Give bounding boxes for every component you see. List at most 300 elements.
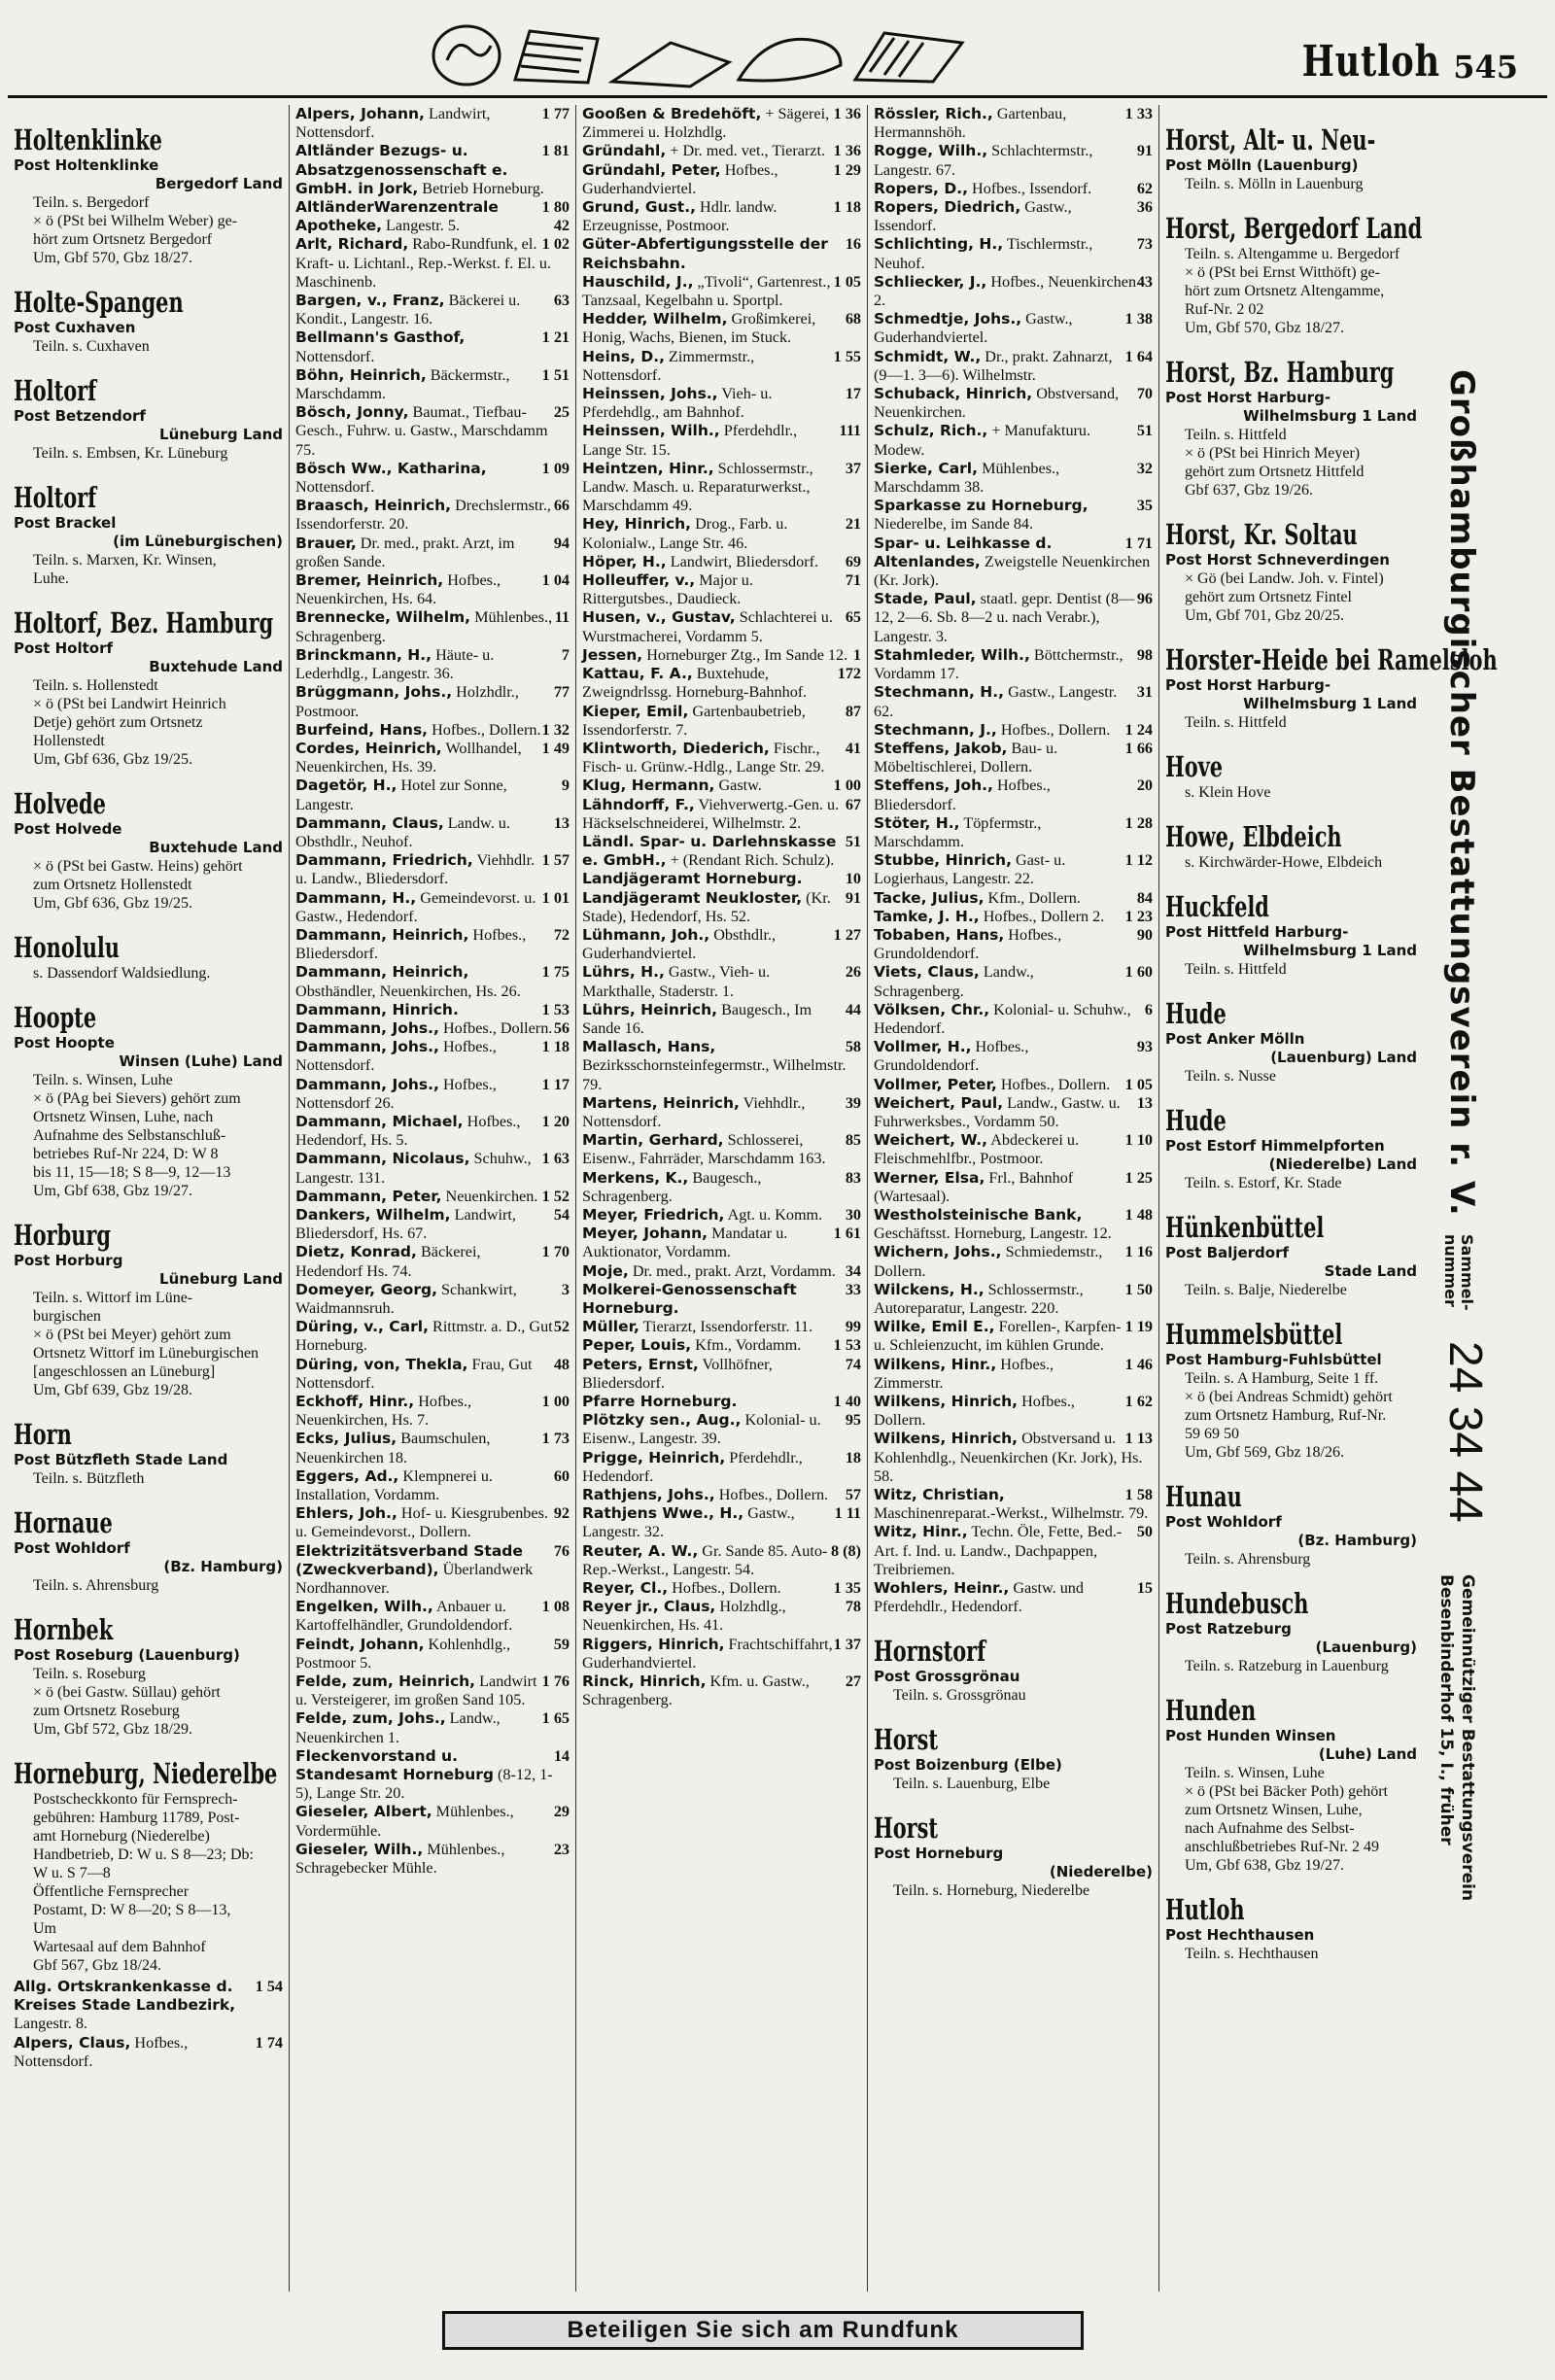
place-name: Horst, Bz. Hamburg	[1165, 356, 1395, 389]
subscriber-entry	[295, 1803, 570, 1840]
column-1	[8, 105, 290, 2292]
phone-number: 83	[845, 1168, 861, 1187]
subscriber-detail: Gartenbaubetrieb, Issendorferstr. 7.	[582, 702, 806, 739]
subscriber-detail: Kolonial- u. Schuhw., Hedendorf.	[874, 1000, 1131, 1037]
phone-number: 1 25	[1124, 1168, 1153, 1187]
place-note: Teiln. s. A Hamburg, Seite 1 ff.	[1185, 1370, 1379, 1387]
subscriber-entry	[582, 776, 861, 795]
post-office: (Luhe) Land	[1318, 1745, 1417, 1763]
subscriber-detail: Viehhdlr., Nottensdorf.	[582, 1093, 806, 1130]
subscriber-entry	[295, 1709, 570, 1746]
place-note: Teiln. s. Ratzeburg in Lauenburg	[1185, 1658, 1389, 1674]
post-office: Post Hunden Winsen	[1165, 1727, 1336, 1744]
subscriber-name: Alpers, Claus,	[14, 2033, 131, 2052]
subscriber-detail: Landw., Schragenberg.	[874, 963, 1034, 1000]
subscriber-name: Grund, Gust.,	[582, 198, 696, 217]
place-name: Horster-Heide bei Ramelsloh	[1165, 643, 1498, 676]
subscriber-detail: Horneburger Ztg., Im Sande 12.	[646, 645, 848, 664]
subscriber-detail: Obsthändler, Neuenkirchen, Hs. 26.	[295, 982, 521, 1000]
subscriber-entry	[295, 1393, 570, 1430]
phone-number: 1 49	[541, 739, 570, 757]
subscriber-entry	[582, 1411, 861, 1448]
side-label: Sammel- nummer	[1441, 1234, 1476, 1311]
subscriber-detail: Gastw., Guderhandviertel.	[874, 310, 1073, 347]
phone-number: 1 19	[1124, 1318, 1153, 1336]
place-entry	[1165, 1588, 1417, 1675]
subscriber-detail: Gartenbau, Hermannshöh.	[874, 105, 1067, 142]
subscriber-name: Molkerei-Genossenschaft Horneburg.	[582, 1280, 797, 1317]
subscriber-detail: Hofbes., Dollern.	[1000, 720, 1111, 739]
subscriber-detail: Landw., Gastw. u. Fuhrwerksbes., Vordamm 50.	[874, 1093, 1121, 1130]
phone-number: 1 51	[541, 365, 570, 384]
phone-number: 33	[845, 1280, 861, 1298]
phone-number: 1	[852, 645, 861, 664]
column-4	[868, 105, 1159, 2292]
subscriber-entry	[295, 608, 570, 645]
place-name: Horneburg, Niederelbe	[14, 1757, 278, 1790]
post-office: Post Ratzeburg	[1165, 1620, 1292, 1638]
subscriber-entry	[295, 926, 570, 963]
subscriber-detail: Gastw. und Pferdehdlr., Hedendorf.	[874, 1579, 1084, 1616]
subscriber-entry	[295, 460, 570, 497]
phone-number: 1 04	[541, 571, 570, 590]
phone-number: 98	[1136, 645, 1153, 664]
subscriber-name: Apotheke,	[295, 217, 382, 235]
subscriber-detail: Bezirksschornsteinfegermstr., Wilhelmstr. 79.	[582, 1056, 847, 1093]
subscriber-name: Bargen, v., Franz,	[295, 292, 445, 310]
subscriber-detail: Mühlenbes., Schragebecker Mühle.	[295, 1840, 505, 1878]
place-note: × ö (PSt bei Ernst Witthöft) ge-	[1185, 264, 1380, 281]
phone-number: 20	[1136, 776, 1153, 795]
place-note: Luhe.	[33, 570, 69, 587]
subscriber-name: Wilkens, Hinr.,	[874, 1355, 997, 1373]
phone-number: 1 73	[541, 1430, 570, 1448]
subscriber-detail: Vollhöfner, Bliedersdorf.	[582, 1355, 773, 1392]
subscriber-detail: Mühlenbes., Schragenberg.	[295, 608, 553, 645]
phone-number: 59	[553, 1635, 570, 1653]
place-note: Teiln. s. Estorf, Kr. Stade	[1185, 1175, 1342, 1191]
subscriber-entry	[582, 1206, 861, 1224]
subscriber-name: Brennecke, Wilhelm,	[295, 608, 471, 627]
place-name: Horst	[874, 1723, 939, 1757]
subscriber-entry	[295, 1281, 570, 1318]
phone-number: 91	[1136, 142, 1153, 160]
place-name: Hünkenbüttel	[1165, 1211, 1325, 1244]
subscriber-entry	[874, 721, 1153, 740]
phone-number: 42	[553, 217, 570, 235]
subscriber-entry	[295, 571, 570, 608]
place-name: Holtenklinke	[14, 123, 162, 156]
subscriber-entry	[582, 1673, 861, 1709]
subscriber-name: Hauschild, J.,	[582, 272, 694, 291]
subscriber-entry	[874, 1094, 1153, 1131]
subscriber-entry	[582, 1449, 861, 1486]
subscriber-entry	[874, 1356, 1153, 1393]
subscriber-entry	[874, 889, 1153, 908]
subscriber-name: Klug, Hermann,	[582, 776, 715, 795]
post-office: Post Anker Mölln	[1165, 1030, 1305, 1048]
place-entry	[1165, 1212, 1417, 1299]
place-note: Teiln. s. Bützfleth	[33, 1470, 145, 1487]
subscriber-name: Pfarre Horneburg.	[582, 1393, 738, 1411]
subscriber-name: Meyer, Friedrich,	[582, 1205, 725, 1224]
place-note: × ö (PAg bei Sievers) gehört zum	[33, 1090, 241, 1107]
subscriber-entry	[295, 1504, 570, 1541]
subscriber-name: Elektrizitätsverband Stade (Zweckverband),	[295, 1541, 523, 1578]
place-entry	[14, 375, 283, 463]
subscriber-name: Dammann, Friedrich,	[295, 851, 473, 870]
phone-number: 13	[1136, 1093, 1153, 1112]
subscriber-entry	[14, 1978, 283, 2034]
subscriber-entry	[295, 1206, 570, 1243]
subscriber-entry	[874, 1281, 1153, 1318]
subscriber-detail: + Manufakturu. Modew.	[874, 422, 1091, 459]
phone-number: 1 13	[1124, 1430, 1153, 1448]
place-entry	[14, 1614, 283, 1739]
phone-number: 90	[1136, 925, 1153, 944]
subscriber-entry	[295, 403, 570, 460]
phone-number: 23	[553, 1840, 570, 1858]
subscriber-detail: Gastw.	[718, 776, 762, 795]
phone-number: 72	[553, 925, 570, 944]
post-office: Post Holtenklinke	[14, 156, 159, 174]
place-name: Hude	[1165, 1104, 1227, 1137]
subscriber-detail: Kohlenhdlg., Postmoor 5.	[295, 1635, 511, 1672]
place-note: Gbf 637, Gbz 19/26.	[1185, 482, 1313, 499]
phone-number: 1 37	[833, 1635, 861, 1653]
subscriber-name: Riggers, Hinrich,	[582, 1635, 725, 1653]
subscriber-entry	[582, 1001, 861, 1038]
post-office: Buxtehude Land	[149, 839, 283, 856]
subscriber-detail: Landw., Neuenkirchen 1.	[295, 1709, 501, 1746]
subscriber-name: Reuter, A. W.,	[582, 1541, 699, 1560]
subscriber-entry	[295, 1243, 570, 1280]
subscriber-entry	[295, 740, 570, 776]
subscriber-detail: (Kr. Stade), Hedendorf, Hs. 52.	[582, 888, 831, 925]
place-note: × ö (PSt bei Hinrich Meyer)	[1185, 445, 1361, 462]
place-entry	[14, 607, 283, 769]
subscriber-entry	[295, 217, 570, 235]
subscriber-entry	[295, 1113, 570, 1150]
subscriber-name: Gooßen & Bredehöft,	[582, 105, 762, 122]
place-note: W u. S 7—8	[33, 1865, 111, 1881]
place-note: gebühren: Hamburg 11789, Post-	[33, 1810, 240, 1826]
subscriber-detail: Anbauer u. Kartoffelhändler, Grundoldendorf.	[295, 1598, 513, 1635]
subscriber-entry	[582, 553, 861, 571]
subscriber-name: Lühmann, Joh.,	[582, 925, 710, 944]
subscriber-detail: Wollhandel, Neuenkirchen, Hs. 39.	[295, 739, 522, 776]
subscriber-detail: Major u. Rittergutsbes., Daudieck.	[582, 571, 753, 608]
subscriber-detail: Gastw., Issendorf.	[874, 198, 1072, 235]
subscriber-detail: staatl. gepr. Dentist (8—12, 2—6. Sb. 8—2 u. nach Verabr.), Langestr. 3.	[874, 590, 1135, 645]
place-entry	[1165, 821, 1417, 872]
subscriber-name: Allg. Ortskrankenkasse d. Kreises Stade Landbezirk,	[14, 1978, 236, 2015]
phone-number: 31	[1136, 683, 1153, 702]
subscriber-detail: Häute- u. Lederhdlg., Langestr. 36.	[295, 645, 495, 683]
subscriber-entry	[582, 161, 861, 198]
place-name: Horst, Kr. Soltau	[1165, 518, 1358, 551]
phone-number: 27	[845, 1673, 861, 1691]
place-name: Hornstorf	[874, 1635, 986, 1669]
subscriber-entry	[582, 1542, 861, 1579]
post-office: Post Horburg	[14, 1252, 123, 1269]
phone-number: 1 38	[1124, 310, 1153, 328]
phone-number: 1 77	[541, 105, 570, 122]
phone-number: 48	[553, 1355, 570, 1373]
post-office: Post Horst Harburg-	[1165, 676, 1331, 694]
place-note: Ortsnetz Winsen, Luhe, nach	[33, 1109, 214, 1125]
subscriber-entry	[874, 1579, 1153, 1616]
subscriber-name: Rathjens Wwe., H.,	[582, 1504, 744, 1523]
subscriber-detail: Dr. med., prakt. Arzt, im großen Sande.	[295, 534, 515, 570]
place-name: Hove	[1165, 750, 1224, 783]
page-number: 545	[1453, 49, 1518, 86]
subscriber-name: Witz, Hinr.,	[874, 1523, 968, 1541]
subscriber-entry	[874, 908, 1153, 926]
place-name: Howe, Elbdeich	[1165, 820, 1342, 853]
phone-number: 1 54	[255, 1978, 283, 1995]
subscriber-name: Felde, zum, Johs.,	[295, 1709, 446, 1728]
post-office: Lüneburg Land	[159, 426, 283, 443]
subscriber-detail: Baumat., Tiefbau-Gesch., Fuhrw. u. Gastw., Marschdamm 75.	[295, 403, 548, 459]
subscriber-entry	[874, 422, 1153, 459]
subscriber-name: Lähndorff, F.,	[582, 795, 695, 813]
phone-number: 1 74	[255, 2033, 283, 2052]
subscriber-name: Dietz, Konrad,	[295, 1243, 417, 1261]
subscriber-entry	[582, 1636, 861, 1673]
subscriber-name: Wilckens, H.,	[874, 1280, 985, 1298]
post-office: Post Horst Schneverdingen	[1165, 551, 1390, 569]
phone-number: 1 55	[833, 347, 861, 365]
place-note: Teiln. s. Mölln in Lauenburg	[1185, 176, 1364, 192]
phone-number: 50	[1136, 1523, 1153, 1541]
phone-number: 17	[845, 385, 861, 403]
place-name: Hude	[1165, 997, 1227, 1030]
subscriber-entry	[874, 310, 1153, 347]
place-name: Hunden	[1165, 1694, 1257, 1727]
subscriber-name: Müller,	[582, 1318, 639, 1336]
subscriber-detail: Frl., Bahnhof (Wartesaal).	[874, 1168, 1074, 1205]
subscriber-detail: Schlossermstr., Landw. Masch. u. Reparaturwerkst., Marschdamm 49.	[582, 459, 813, 515]
subscriber-entry	[295, 497, 570, 534]
subscriber-detail: Langestr. 8.	[14, 2015, 87, 2033]
subscriber-name: Gründahl,	[582, 142, 667, 160]
place-name: Hoopte	[14, 1001, 97, 1034]
subscriber-entry	[295, 328, 570, 365]
subscriber-detail: Gast- u. Logierhaus, Langestr. 22.	[874, 851, 1066, 888]
subscriber-entry	[874, 180, 1153, 198]
subscriber-name: Wilkens, Hinrich,	[874, 1393, 1019, 1411]
subscriber-entry	[14, 2034, 283, 2071]
phone-number: 1 11	[834, 1504, 861, 1523]
subscriber-entry	[582, 1393, 861, 1411]
subscriber-name: Dagetör, H.,	[295, 776, 397, 795]
subscriber-entry	[874, 1001, 1153, 1038]
phone-number: 62	[1136, 179, 1153, 197]
phone-number: 1 40	[833, 1393, 861, 1411]
subscriber-name: Reyer jr., Claus,	[582, 1598, 716, 1616]
phone-number: 96	[1136, 590, 1153, 608]
phone-number: 1 21	[541, 328, 570, 347]
subscriber-name: Heins, D.,	[582, 347, 665, 365]
phone-number: 43	[1136, 272, 1153, 291]
subscriber-name: Dammann, Johs.,	[295, 1018, 439, 1037]
subscriber-entry	[295, 366, 570, 403]
subscriber-name: Ropers, D.,	[874, 179, 968, 197]
subscriber-detail: Schuhw., Langestr. 131.	[295, 1150, 532, 1187]
phone-number: 56	[553, 1018, 570, 1037]
subscriber-entry	[295, 1467, 570, 1504]
subscriber-entry	[582, 833, 861, 870]
place-note: gehört zum Ortsnetz Hittfeld	[1185, 464, 1365, 480]
place-note: anschlußbetriebes Ruf-Nr. 2 49	[1185, 1839, 1379, 1855]
phone-number: 76	[553, 1541, 570, 1560]
subscriber-detail: Landw. u. Obsthdlr., Neuhof.	[295, 813, 510, 850]
subscriber-entry	[582, 1336, 861, 1355]
subscriber-entry	[874, 198, 1153, 235]
subscriber-detail: Hofbes., Neuenkirchen, Hs. 64.	[295, 571, 501, 608]
phone-number: 66	[553, 497, 570, 515]
phone-number: 1 52	[541, 1187, 570, 1205]
subscriber-detail: Holzhdlg., Neuenkirchen, Hs. 41.	[582, 1598, 786, 1635]
phone-number: 16	[845, 235, 861, 254]
subscriber-detail: Bäckerei u. Kondit., Langestr. 16.	[295, 292, 521, 328]
subscriber-name: Feindt, Johann,	[295, 1635, 425, 1653]
subscriber-name: Engelken, Wilh.,	[295, 1598, 433, 1616]
place-name: Hornaue	[14, 1506, 113, 1539]
subscriber-name: Husen, v., Gustav,	[582, 608, 736, 627]
place-note: [angeschlossen an Lüneburg]	[33, 1363, 216, 1380]
phone-number: 63	[553, 292, 570, 310]
place-note: Teiln. s. Ahrensburg	[1185, 1551, 1311, 1568]
header-rule	[8, 95, 1547, 98]
post-office: (Bz. Hamburg)	[1297, 1532, 1417, 1549]
place-entry	[14, 287, 283, 356]
subscriber-name: Meyer, Johann,	[582, 1224, 708, 1243]
post-office: Wilhelmsburg 1 Land	[1243, 695, 1417, 712]
phone-number: 15	[1136, 1579, 1153, 1598]
post-office: Bergedorf Land	[155, 175, 283, 192]
subscriber-detail: Viehhdlr. u. Landw., Bliedersdorf.	[295, 851, 536, 888]
subscriber-name: Tamke, J. H.,	[874, 907, 980, 925]
subscriber-entry	[874, 235, 1153, 272]
subscriber-name: Dammann, Hinrich.	[295, 1000, 459, 1018]
side-phone: 24 34 44	[1439, 1341, 1491, 1523]
place-note: Öffentliche Fernsprecher	[33, 1883, 190, 1900]
place-note: Um, Gbf 638, Gbz 19/27.	[1185, 1857, 1344, 1874]
subscriber-detail: Landwirt, Bliedersdorf, Hs. 67.	[295, 1205, 516, 1243]
subscriber-detail: Hofbes., Bliedersdorf.	[295, 925, 527, 963]
subscriber-detail: Mühlenbes., Marschdamm 38.	[874, 459, 1060, 497]
subscriber-detail: Obsthdlr., Guderhandviertel.	[582, 925, 777, 963]
subscriber-detail: Abdeckerei u. Fleischmehlfbr., Postmoor.	[874, 1131, 1080, 1168]
place-note: Um, Gbf 636, Gbz 19/25.	[33, 751, 192, 768]
phone-number: 1 17	[541, 1075, 570, 1093]
subscriber-name: Stahmleder, Wilh.,	[874, 645, 1030, 664]
subscriber-entry	[582, 1504, 861, 1541]
phone-number: 1 27	[833, 925, 861, 944]
subscriber-entry	[874, 1430, 1153, 1486]
place-note: Hollenstedt	[33, 733, 105, 749]
place-note: × Gö (bei Landw. Joh. v. Fintel)	[1185, 570, 1384, 587]
subscriber-entry	[874, 776, 1153, 813]
place-note: Um, Gbf 639, Gbz 19/28.	[33, 1382, 192, 1398]
place-note: Teiln. s. Hittfeld	[1185, 427, 1287, 443]
subscriber-name: Westholsteinische Bank,	[874, 1205, 1083, 1224]
subscriber-detail: Schlachterei u. Wurstmacherei, Vordamm 5.	[582, 608, 833, 645]
subscriber-name: Gründahl, Peter,	[582, 160, 721, 179]
phone-number: 21	[845, 515, 861, 534]
subscriber-detail: (8-12, 1-5), Lange Str. 20.	[295, 1766, 553, 1803]
place-entry	[1165, 998, 1417, 1086]
subscriber-detail: Hofbes., Bliedersdorf.	[874, 776, 1051, 813]
place-note: Teiln. s. Cuxhaven	[33, 338, 150, 355]
side-address2: Gemeinnütziger Bestattungsverein	[1458, 1574, 1477, 1902]
phone-number: 30	[845, 1205, 861, 1224]
subscriber-name: Schulz, Rich.,	[874, 422, 988, 440]
subscriber-detail: Hofbes., Issendorf.	[972, 179, 1092, 197]
subscriber-name: Werner, Elsa,	[874, 1168, 985, 1187]
subscriber-name: Schliecker, J.,	[874, 272, 987, 291]
subscriber-detail: Gemeindevorst. u. Gastw., Hedendorf.	[295, 888, 536, 925]
phone-number: 1 76	[541, 1673, 570, 1691]
subscriber-entry	[582, 665, 861, 702]
place-entry	[874, 1636, 1153, 1705]
post-office: Post Grossgrönau	[874, 1668, 1020, 1686]
subscriber-entry	[295, 292, 570, 328]
subscriber-name: Heintzen, Hinr.,	[582, 459, 714, 477]
subscriber-name: Bellmann's Gasthof,	[295, 328, 466, 347]
phone-number: 1 35	[833, 1579, 861, 1598]
phone-number: 44	[845, 1000, 861, 1018]
subscriber-detail: Hofbes., Hedendorf, Hs. 5.	[295, 1112, 521, 1150]
subscriber-name: Schlichting, H.,	[874, 235, 1004, 254]
phone-number: 67	[845, 795, 861, 813]
post-office: Post Brackel	[14, 514, 117, 532]
phone-number: 10	[845, 870, 861, 888]
subscriber-detail: Hofbes., Dollern.	[718, 1486, 829, 1504]
subscriber-entry	[874, 105, 1153, 142]
side-advert	[1429, 369, 1536, 2109]
place-note: Um, Gbf 701, Gbz 20/25.	[1185, 607, 1344, 624]
post-office: Post Mölln (Lauenburg)	[1165, 156, 1359, 174]
subscriber-name: Stöter, H.,	[874, 813, 960, 832]
place-note: Um, Gbf 638, Gbz 19/27.	[33, 1183, 192, 1199]
subscriber-name: Dammann, Johs.,	[295, 1075, 439, 1093]
subscriber-detail: Schlossermstr., Autoreparatur, Langestr. 220.	[874, 1280, 1084, 1317]
column-3	[576, 105, 868, 2292]
subscriber-name: Steffens, Jakob,	[874, 739, 1008, 757]
page-title: Hutloh	[1301, 37, 1440, 86]
subscriber-entry	[295, 721, 570, 740]
subscriber-detail: Neuenkirchen.	[445, 1187, 538, 1205]
subscriber-entry	[874, 535, 1153, 591]
subscriber-name: Landjägeramt Neukloster,	[582, 888, 803, 907]
place-entry	[1165, 891, 1417, 979]
phone-number: 1 16	[1124, 1243, 1153, 1261]
phone-number: 1 05	[1124, 1075, 1153, 1093]
subscriber-name: Gieseler, Wilh.,	[295, 1840, 424, 1858]
phone-number: 7	[561, 645, 570, 664]
subscriber-detail: Rittmstr. a. D., Gut Horneburg.	[295, 1318, 553, 1355]
place-note: betriebes Ruf-Nr 224, D: W 8	[33, 1146, 219, 1162]
subscriber-name: Höper, H.,	[582, 552, 667, 570]
subscriber-detail: Obstversand, Neuenkirchen.	[874, 385, 1120, 422]
phone-number: 1 18	[541, 1038, 570, 1056]
subscriber-entry	[295, 1430, 570, 1466]
subscriber-name: Güter-Abfertigungsstelle der Reichsbahn.	[582, 235, 828, 272]
phone-number: 1 57	[541, 851, 570, 870]
